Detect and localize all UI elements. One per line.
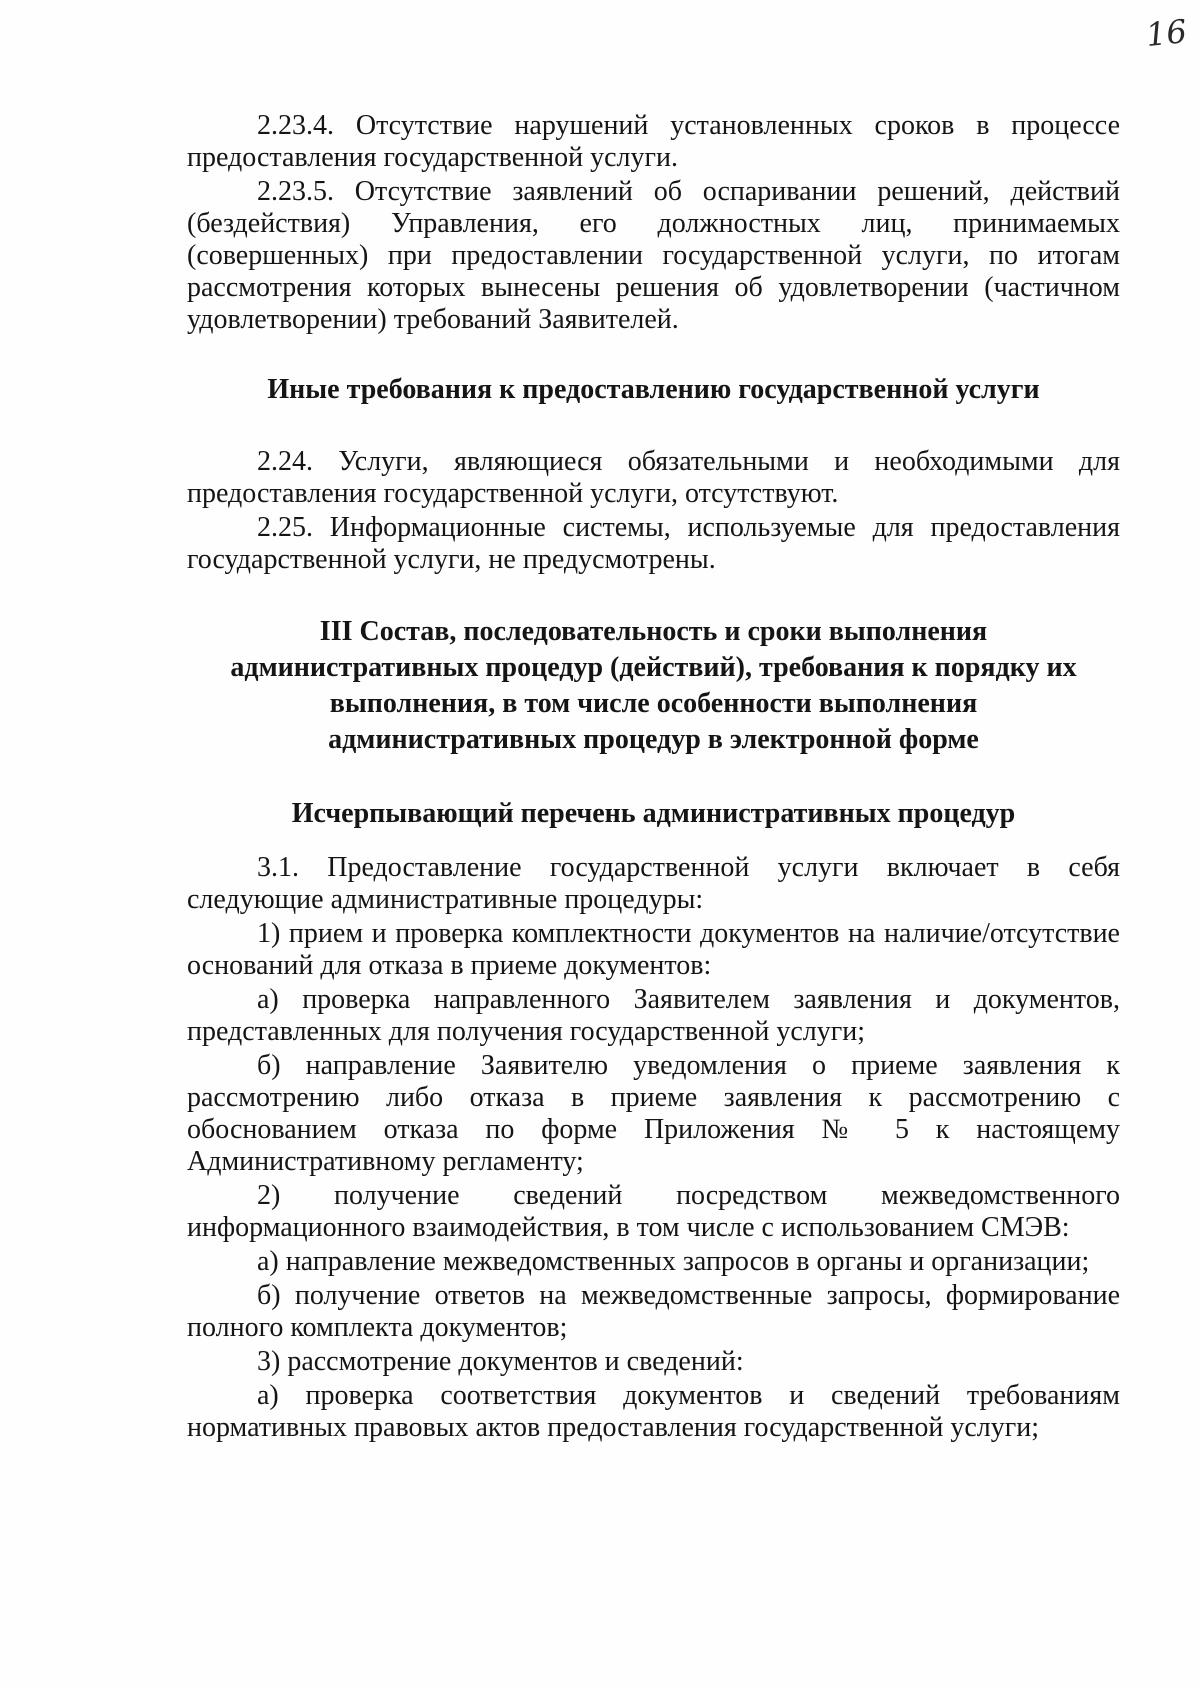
list-item-2a: а) направление межведомственных запросов в органы и организации; bbox=[257, 1246, 1090, 1277]
section-heading-line: выполнения, в том числе особенности выполнения bbox=[329, 688, 978, 719]
list-item-1: 1) прием и проверка комплектности документов на наличие/отсутствие оснований для отказа в приеме документов: bbox=[187, 918, 1120, 981]
section-heading-line: административных процедур (действий), требования к порядку их bbox=[230, 652, 1077, 683]
paragraph-2-25: 2.25. Информационные системы, используемые для предоставления государственной услуги, не предусмотрены. bbox=[187, 512, 1120, 575]
section-heading-iii bbox=[187, 614, 1120, 758]
list-item-1b: б) направление Заявителю уведомления о приеме заявления к рассмотрению либо отказа в приеме заявления к рассмотрению с обоснованием отказа по форме Приложения № 5 к настоящему Административному регламенту; bbox=[187, 1050, 1120, 1177]
paragraph-2-23-5: 2.23.5. Отсутствие заявлений об оспаривании решений, действий (бездействия) Управления, его должностных лиц, принимаемых (совершенных) при предоставлении государственной услуги, по итогам рассмотрения которых вынесены решения об удовлетворении (частичном удовлетворении) требований Заявителей. bbox=[187, 176, 1120, 335]
list-item-2: 2) получение сведений посредством межведомственного информационного взаимодействия, в том числе с использованием СМЭВ: bbox=[187, 1180, 1120, 1243]
section-heading-line: III Состав, последовательность и сроки выполнения bbox=[319, 616, 988, 647]
heading-other-requirements: Иные требования к предоставлению государственной услуги bbox=[267, 374, 1040, 405]
list-item-3a: а) проверка соответствия документов и сведений требованиям нормативных правовых актов предоставления государственной услуги; bbox=[187, 1380, 1120, 1443]
page-number: 16 bbox=[1144, 11, 1189, 55]
section-heading-line: административных процедур в электронной форме bbox=[328, 724, 979, 755]
document-body bbox=[187, 110, 1120, 1444]
heading-exhaustive-list: Исчерпывающий перечень административных процедур bbox=[291, 798, 1016, 829]
paragraph-2-23-4: 2.23.4. Отсутствие нарушений установленных сроков в процессе предоставления государственной услуги. bbox=[187, 110, 1120, 173]
paragraph-2-24: 2.24. Услуги, являющиеся обязательными и необходимыми для предоставления государственной услуги, отсутствуют. bbox=[187, 446, 1120, 509]
paragraph-3-1: 3.1. Предоставление государственной услуги включает в себя следующие административные процедуры: bbox=[187, 852, 1120, 915]
list-item-1a: а) проверка направленного Заявителем заявления и документов, представленных для получения государственной услуги; bbox=[187, 984, 1120, 1047]
list-item-3: 3) рассмотрение документов и сведений: bbox=[257, 1346, 744, 1377]
list-item-2b: б) получение ответов на межведомственные запросы, формирование полного комплекта документов; bbox=[187, 1280, 1120, 1343]
